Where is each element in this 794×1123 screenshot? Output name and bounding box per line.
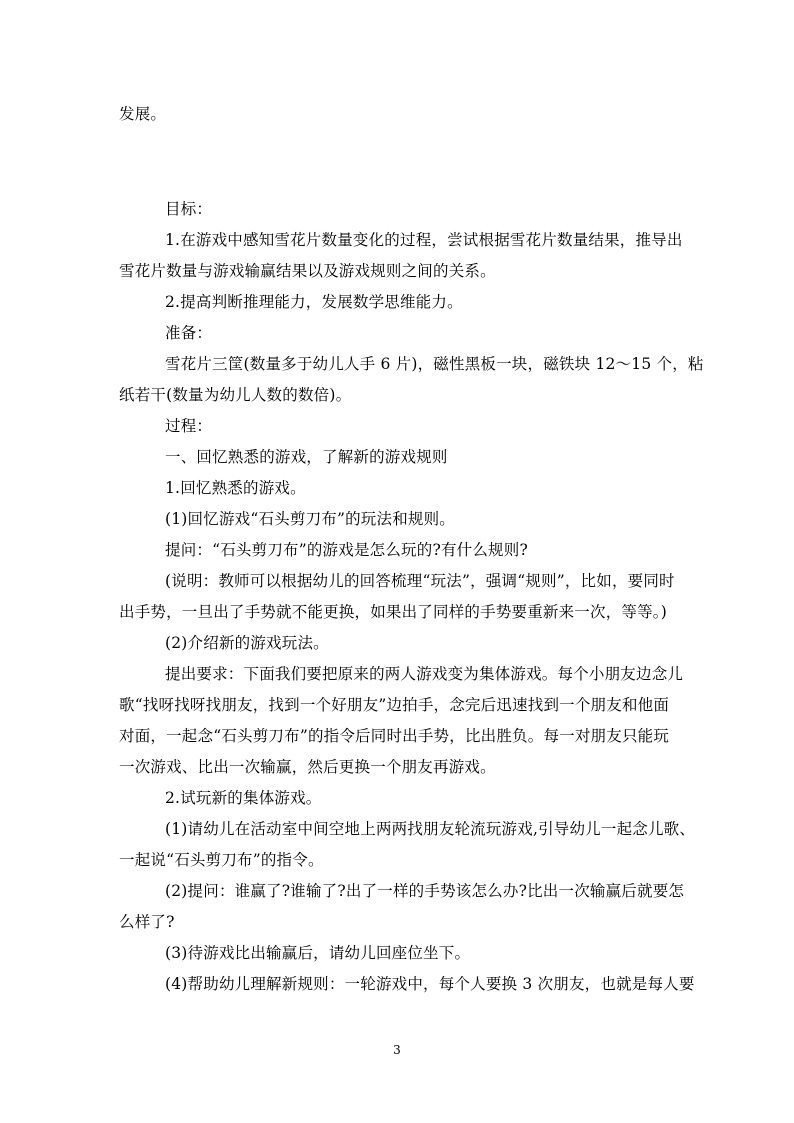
section-heading-process: 过程： <box>165 417 213 435</box>
text-line: 么样了? <box>119 913 175 931</box>
text-line: 2.试玩新的集体游戏。 <box>165 789 322 807</box>
text-line: 一起说“石头剪刀布”的指令。 <box>119 851 324 869</box>
text-line: 2.提高判断推理能力，发展数学思维能力。 <box>165 293 463 311</box>
text-line: (1)回忆游戏“石头剪刀布”的玩法和规则。 <box>165 510 456 528</box>
section-heading-goals: 目标： <box>165 200 213 218</box>
text-line: (1)请幼儿在活动室中间空地上两两找朋友轮流玩游戏,引导幼儿一起念儿歌、 <box>165 820 696 838</box>
text-line: 对面，一起念“石头剪刀布”的指令后同时出手势，比出胜负。每一对朋友只能玩 <box>119 727 670 745</box>
text-line: 一、回忆熟悉的游戏，了解新的游戏规则 <box>165 448 448 466</box>
text-line: (2)提问：谁赢了?谁输了?出了一样的手势该怎么办?比出一次输赢后就要怎 <box>165 882 685 900</box>
text-line: 一次游戏、比出一次输赢，然后更换一个朋友再游戏。 <box>119 758 496 776</box>
text-line: (3)待游戏比出输赢后，请幼儿回座位坐下。 <box>165 944 471 962</box>
text-line: 1.回忆熟悉的游戏。 <box>165 479 306 497</box>
section-heading-preparation: 准备： <box>165 324 213 342</box>
text-line: 雪花片数量与游戏输赢结果以及游戏规则之间的关系。 <box>119 262 496 280</box>
text-line: 雪花片三筐(数量多于幼儿人手 6 片)，磁性黑板一块，磁铁块 12～15 个，粘 <box>165 355 704 373</box>
text-line: 提出要求：下面我们要把原来的两人游戏变为集体游戏。每个小朋友边念儿 <box>165 665 684 683</box>
text-line: 出手势，一旦出了手势就不能更换，如果出了同样的手势要重新来一次，等等。) <box>119 603 667 621</box>
text-line: (2)介绍新的游戏玩法。 <box>165 634 329 652</box>
text-line: 1.在游戏中感知雪花片数量变化的过程，尝试根据雪花片数量结果，推导出 <box>165 231 683 249</box>
text-line: 歌“找呀找呀找朋友，找到一个好朋友”边拍手，念完后迅速找到一个朋友和他面 <box>119 696 670 714</box>
text-line: (4)帮助幼儿理解新规则：一轮游戏中，每个人要换 3 次朋友，也就是每人要 <box>165 975 695 993</box>
text-line: (说明：教师可以根据幼儿的回答梳理“玩法”，强调“规则”，比如，要同时 <box>165 572 675 590</box>
text-line: 提问：“石头剪刀布”的游戏是怎么玩的?有什么规则? <box>165 541 528 559</box>
page-number: 3 <box>393 1043 401 1057</box>
text-line: 发展。 <box>119 105 167 123</box>
text-line: 纸若干(数量为幼儿人数的数倍)。 <box>119 386 352 404</box>
